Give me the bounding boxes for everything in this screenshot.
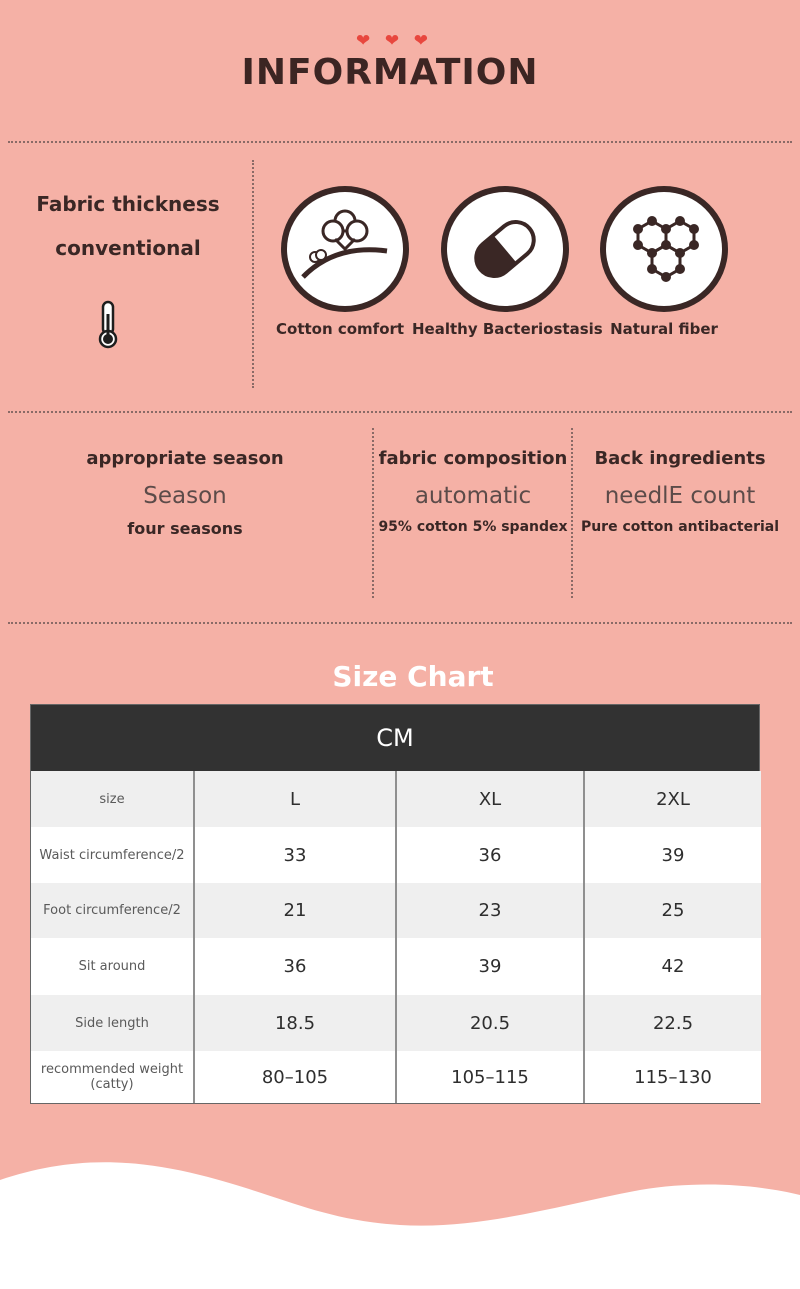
table-cell: 2XL — [584, 771, 761, 827]
size-table — [31, 771, 761, 1103]
attribute-detail: Pure cotton antibacterial — [580, 519, 780, 535]
heart-icon: ❤ — [384, 31, 400, 51]
table-cell: 80–105 — [194, 1051, 396, 1103]
divider — [571, 428, 573, 598]
feature-label: Healthy Bacteriostasis — [412, 320, 603, 338]
table-row — [31, 883, 761, 938]
feature-label: Natural fiber — [610, 320, 718, 338]
table-cell: 39 — [396, 938, 584, 995]
divider — [8, 141, 792, 143]
attribute-value: needlE count — [604, 483, 756, 509]
divider — [252, 160, 254, 388]
table-cell: L — [194, 771, 396, 827]
table-row — [31, 938, 761, 995]
feature-label: Cotton comfort — [276, 320, 405, 338]
table-cell: 39 — [584, 827, 761, 883]
table-cell: Waist circumference/2 — [31, 827, 194, 883]
table-cell: 21 — [194, 883, 396, 938]
attribute-title: Back ingredients — [594, 448, 766, 469]
table-cell: 18.5 — [194, 995, 396, 1051]
table-cell: 33 — [194, 827, 396, 883]
attribute-back — [578, 448, 782, 535]
thickness-label: Fabric thickness — [36, 192, 220, 216]
heart-icon: ❤ — [413, 31, 428, 51]
table-cell: Foot circumference/2 — [31, 883, 194, 938]
attribute-composition — [378, 448, 568, 535]
table-cell: size — [31, 771, 194, 827]
attribute-value: Season — [143, 483, 227, 509]
hearts-decoration — [356, 32, 428, 50]
table-row — [31, 827, 761, 883]
attribute-season — [60, 448, 310, 538]
table-row — [31, 771, 761, 827]
molecule-icon — [600, 186, 728, 312]
attribute-detail: 95% cotton 5% spandex — [378, 519, 568, 535]
attribute-title: fabric composition — [378, 448, 568, 469]
table-cell: 20.5 — [396, 995, 584, 1051]
table-cell: 115–130 — [584, 1051, 761, 1103]
thermometer-icon — [94, 300, 122, 350]
table-cell: Side length — [31, 995, 194, 1051]
table-cell: 36 — [194, 938, 396, 995]
table-cell: 25 — [584, 883, 761, 938]
table-row — [31, 995, 761, 1051]
capsule-icon — [441, 186, 569, 312]
attribute-value: automatic — [414, 483, 532, 509]
divider — [372, 428, 374, 598]
unit-header: CM — [31, 705, 759, 771]
size-chart-title: Size Chart — [332, 660, 494, 693]
size-chart-table — [30, 704, 760, 1104]
attribute-detail: four seasons — [127, 519, 243, 538]
table-cell: XL — [396, 771, 584, 827]
table-cell: 36 — [396, 827, 584, 883]
divider — [8, 622, 792, 624]
page-title: INFORMATION — [241, 52, 539, 93]
cotton-icon — [281, 186, 409, 312]
table-cell: 22.5 — [584, 995, 761, 1051]
table-cell: 105–115 — [396, 1051, 584, 1103]
table-cell: Sit around — [31, 938, 194, 995]
thickness-value: conventional — [55, 236, 201, 260]
table-cell: 42 — [584, 938, 761, 995]
attribute-title: appropriate season — [86, 448, 284, 469]
table-cell: 23 — [396, 883, 584, 938]
table-row — [31, 1051, 761, 1103]
heart-icon: ❤ — [356, 31, 371, 51]
divider — [8, 411, 792, 413]
wave-decoration — [0, 1150, 800, 1289]
table-cell: recommended weight (catty) — [31, 1051, 194, 1103]
